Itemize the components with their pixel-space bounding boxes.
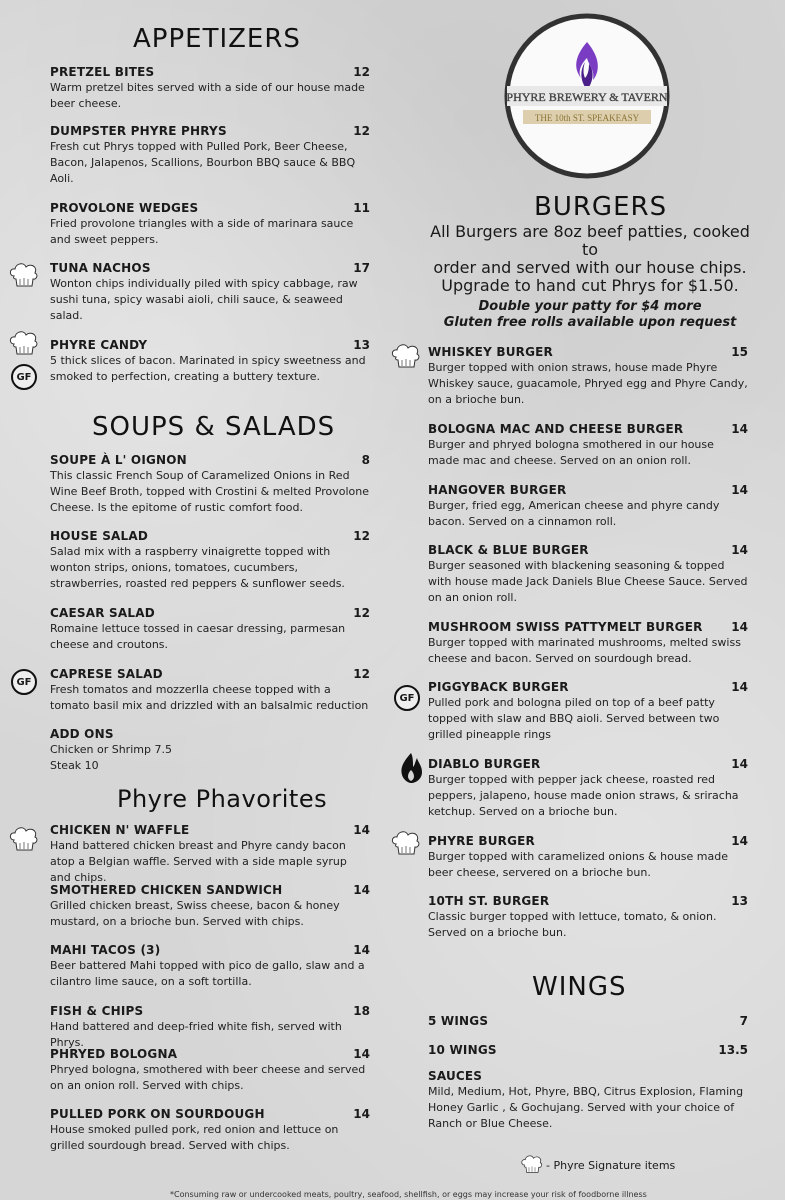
menu-item <box>428 757 748 820</box>
item-price: 12 <box>353 667 370 681</box>
item-price: 14 <box>731 834 748 848</box>
item-price: 14 <box>353 1047 370 1061</box>
item-price: 14 <box>353 823 370 837</box>
item-name: PIGGYBACK BURGER <box>428 680 569 694</box>
item-price: 12 <box>353 65 370 79</box>
item-desc: Salad mix with a raspberry vinaigrette topped with wonton strips, onions, tomatoes, cucumbers, strawberries, roasted red peppers & sunflower seeds. <box>50 545 345 590</box>
item-price: 15 <box>731 345 748 359</box>
brewery-logo <box>497 12 677 182</box>
burgers-title: BURGERS <box>534 192 668 222</box>
item-price: 12 <box>353 124 370 138</box>
item-desc: Burger topped with pepper jack cheese, roasted red peppers, jalapeno, house made onion straws, & sriracha ketchup. Served on a brioche bun. <box>428 773 739 818</box>
menu-item <box>50 124 370 187</box>
item-desc: Beer battered Mahi topped with pico de gallo, slaw and a cilantro lime sauce, on a soft tortilla. <box>50 959 365 988</box>
item-name: TUNA NACHOS <box>50 261 151 275</box>
menu-item <box>50 1004 370 1051</box>
soups-salads-title: SOUPS & SALADS <box>92 412 336 442</box>
item-desc: Romaine lettuce tossed in caesar dressing, parmesan cheese and croutons. <box>50 622 346 651</box>
menu-item <box>428 543 748 606</box>
foodborne-illness-disclaimer: *Consuming raw or undercooked meats, poultry, seafood, shellfish, or eggs may increase your risk of foodborne illness <box>170 1190 647 1199</box>
item-desc: Grilled chicken breast, Swiss cheese, bacon & honey mustard, on a brioche bun. Served with chips. <box>50 899 340 928</box>
item-name: PULLED PORK ON SOURDOUGH <box>50 1107 265 1121</box>
item-desc: This classic French Soup of Caramelized Onions in Red Wine Beef Broth, topped with Crostini & melted Provolone Cheese. Is the epitome of rustic comfort food. <box>50 469 370 514</box>
item-name: DUMPSTER PHYRE PHRYS <box>50 124 227 138</box>
item-desc: House smoked pulled pork, red onion and lettuce on grilled sourdough bread. Served with chips. <box>50 1123 339 1152</box>
menu-item <box>428 1014 748 1028</box>
item-name: BLACK & BLUE BURGER <box>428 543 589 557</box>
item-name: FISH & CHIPS <box>50 1004 144 1018</box>
item-price: 14 <box>731 757 748 771</box>
item-price: 13.5 <box>718 1043 748 1057</box>
item-price: 8 <box>361 453 370 467</box>
menu-item <box>428 483 748 530</box>
item-name: 10TH ST. BURGER <box>428 894 550 908</box>
item-name: SOUPE À L' OIGNON <box>50 453 187 467</box>
menu-item <box>50 1107 370 1154</box>
item-desc: Burger topped with caramelized onions & house made beer cheese, servered on a brioche bun. <box>428 850 729 879</box>
item-price: 14 <box>731 483 748 497</box>
item-price: 11 <box>353 201 370 215</box>
item-name: HOUSE SALAD <box>50 529 149 543</box>
appetizers-title: APPETIZERS <box>133 24 301 54</box>
item-name: HANGOVER BURGER <box>428 483 567 497</box>
burgers-intro-line: Upgrade to hand cut Phrys for $1.50. <box>441 276 739 295</box>
item-price: 14 <box>353 883 370 897</box>
item-name: PHYRE CANDY <box>50 338 148 352</box>
item-name: MUSHROOM SWISS PATTYMELT BURGER <box>428 620 703 634</box>
item-price: 14 <box>353 1107 370 1121</box>
menu-item <box>428 422 748 469</box>
item-price: 12 <box>353 606 370 620</box>
addon-chicken-shrimp: Chicken or Shrimp 7.5 <box>50 743 172 756</box>
item-desc: Pulled pork and bologna piled on top of a beef patty topped with slaw and BBQ aioli. Served between two grilled pineapple rings <box>428 696 720 741</box>
sauces-title: SAUCES <box>428 1069 483 1083</box>
item-name: WHISKEY BURGER <box>428 345 553 359</box>
item-name: CAESAR SALAD <box>50 606 155 620</box>
item-price: 7 <box>739 1014 748 1028</box>
item-desc: Burger topped with marinated mushrooms, melted swiss cheese and bacon. Served on sourdough bread. <box>428 636 741 665</box>
menu-item <box>428 834 748 881</box>
item-name: CAPRESE SALAD <box>50 667 163 681</box>
menu-item <box>50 261 370 324</box>
chef-hat-icon <box>390 343 422 371</box>
item-price: 18 <box>353 1004 370 1018</box>
item-name: BOLOGNA MAC AND CHEESE BURGER <box>428 422 684 436</box>
item-price: 13 <box>353 338 370 352</box>
gluten-free-badge: GF <box>11 669 37 695</box>
menu-item <box>50 667 370 714</box>
item-name: PROVOLONE WEDGES <box>50 201 199 215</box>
item-name: CHICKEN N' WAFFLE <box>50 823 190 837</box>
item-desc: Burger, fried egg, American cheese and phyre candy bacon. Served on a cinnamon roll. <box>428 499 720 528</box>
burgers-intro-line: order and served with our house chips. <box>433 258 747 277</box>
menu-item <box>50 823 370 886</box>
item-price: 14 <box>731 543 748 557</box>
item-price: 14 <box>731 680 748 694</box>
chef-hat-icon <box>8 826 40 854</box>
chef-hat-icon <box>8 262 40 290</box>
menu-item <box>50 65 370 112</box>
chef-hat-icon <box>8 330 40 358</box>
chef-hat-icon <box>390 830 422 858</box>
item-desc: Burger seasoned with blackening seasoning & topped with house made Jack Daniels Blue Cheese Sauce. Served on an onion roll. <box>428 559 748 604</box>
menu-item <box>50 453 370 516</box>
item-price: 12 <box>353 529 370 543</box>
item-desc: Burger topped with onion straws, house made Phyre Whiskey sauce, guacamole, Phryed egg and Phyre Candy, on a brioche bun. <box>428 361 748 406</box>
logo-name: PHYRE BREWERY & TAVERN <box>506 90 668 104</box>
menu-item <box>50 943 370 990</box>
logo-tagline: THE 10th ST. SPEAKEASY <box>534 113 640 123</box>
addon-steak: Steak 10 <box>50 759 99 772</box>
flame-icon <box>398 752 424 784</box>
gluten-free-note: Gluten free rolls available upon request <box>443 315 737 330</box>
chef-hat-icon <box>520 1154 544 1176</box>
item-desc: Fresh tomatos and mozzerlla cheese topped with a tomato basil mix and drizzled with an balsalmic reduction <box>50 683 369 712</box>
item-price: 14 <box>731 620 748 634</box>
item-desc: Classic burger topped with lettuce, tomato, & onion. Served on a brioche bun. <box>428 910 717 939</box>
gluten-free-badge: GF <box>394 685 420 711</box>
menu-item <box>428 345 748 408</box>
item-name: SMOTHERED CHICKEN SANDWICH <box>50 883 283 897</box>
item-desc: 5 thick slices of bacon. Marinated in spicy sweetness and smoked to perfection, creating a buttery texture. <box>50 354 366 383</box>
item-desc: Wonton chips individually piled with spicy cabbage, raw sushi tuna, spicy wasabi aioli, chili sauce, & seaweed salad. <box>50 277 358 322</box>
item-desc: Fresh cut Phrys topped with Pulled Pork, Beer Cheese, Bacon, Jalapenos, Scallions, Bourbon BBQ sauce & BBQ Aoli. <box>50 140 356 185</box>
sauces-desc: Mild, Medium, Hot, Phyre, BBQ, Citrus Explosion, Flaming Honey Garlic , & Gochujang. Served with your choice of Ranch or Blue Cheese. <box>428 1085 744 1130</box>
burgers-intro <box>420 223 760 331</box>
addons <box>50 727 370 774</box>
item-price: 14 <box>731 422 748 436</box>
item-desc: Hand battered chicken breast and Phyre candy bacon atop a Belgian waffle. Served with a side maple syrup and chips. <box>50 839 347 884</box>
menu-item <box>428 1043 748 1057</box>
item-desc: Burger and phryed bologna smothered in our house made mac and cheese. Served on an onion roll. <box>428 438 714 467</box>
item-desc: Warm pretzel bites served with a side of our house made beer cheese. <box>50 81 365 110</box>
item-price: 14 <box>353 943 370 957</box>
item-desc: Phryed bologna, smothered with beer cheese and served on an onion roll. Served with chips. <box>50 1063 366 1092</box>
menu-item <box>428 680 748 743</box>
item-name: PHRYED BOLOGNA <box>50 1047 178 1061</box>
item-name: 10 WINGS <box>428 1043 497 1057</box>
signature-legend: - Phyre Signature items <box>546 1159 676 1172</box>
sauces <box>428 1069 748 1132</box>
menu-item <box>50 338 370 385</box>
item-name: 5 WINGS <box>428 1014 489 1028</box>
item-price: 17 <box>353 261 370 275</box>
double-patty-note: Double your patty for $4 more <box>478 299 702 314</box>
menu-item <box>50 201 370 248</box>
menu-item <box>428 620 748 667</box>
menu-item <box>50 883 370 930</box>
item-desc: Hand battered and deep-fried white fish, served with Phrys. <box>50 1020 342 1049</box>
phavorites-title: Phyre Phavorites <box>117 785 328 813</box>
gluten-free-badge: GF <box>11 364 37 390</box>
addons-title: ADD ONS <box>50 727 114 741</box>
item-price: 13 <box>731 894 748 908</box>
wings-title: WINGS <box>532 972 627 1002</box>
item-name: MAHI TACOS (3) <box>50 943 161 957</box>
menu-item <box>50 529 370 592</box>
menu-item <box>50 1047 370 1094</box>
item-name: PRETZEL BITES <box>50 65 155 79</box>
item-desc: Fried provolone triangles with a side of marinara sauce and sweet peppers. <box>50 217 354 246</box>
burgers-intro-line: All Burgers are 8oz beef patties, cooked to <box>430 222 750 259</box>
item-name: DIABLO BURGER <box>428 757 541 771</box>
menu-item <box>428 894 748 941</box>
menu-item <box>50 606 370 653</box>
item-name: PHYRE BURGER <box>428 834 535 848</box>
